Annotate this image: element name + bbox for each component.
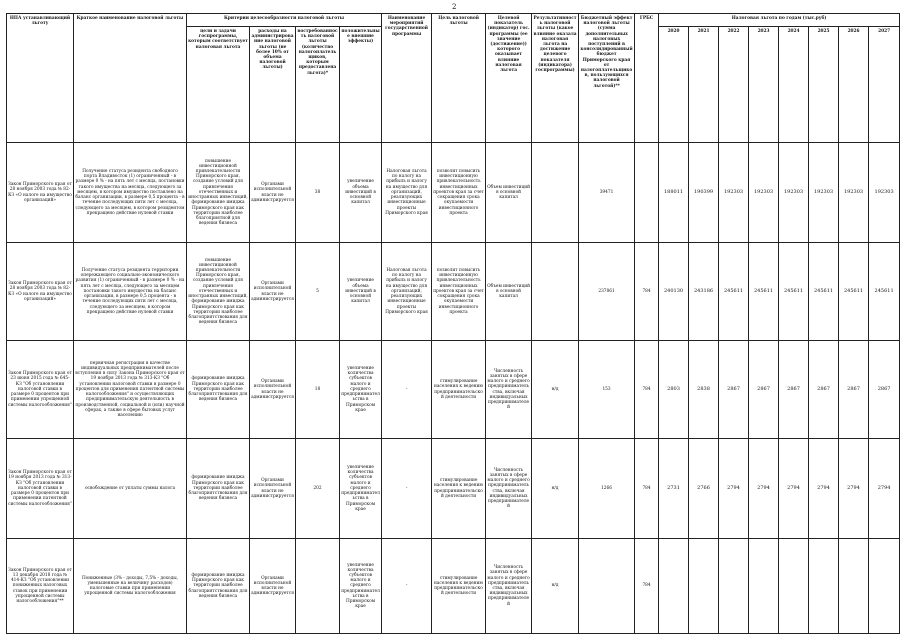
demand-cell: 18 [296,341,340,439]
year-value-cell [869,539,900,634]
year-value-cell: 245611 [749,243,779,341]
target-cell: Объем инвестиций в основной капитал [486,243,532,341]
goals-cell: повышение инвестиционной привлекательности Приморского края, создание условий для привлечения отечественных и иностранных инвестиций, формирование имиджа Приморского края как территории наиболее благоприятной для ведения бизнеса [187,143,250,243]
year-value-cell: 240130 [659,243,689,341]
header-expenses: расходы на администрирование налоговой льготы (не более 10% от объема налоговой льготы) [250,27,296,143]
year-value-cell: 192303 [779,143,809,243]
program-cell: - [382,439,432,539]
year-value-cell: 245611 [869,243,900,341]
year-value-cell: 2794 [809,439,839,539]
benefit-name-cell: Получение статуса резидента свободного порта Владивосток (1) ограниченный - в размере 0 % - на пять лет с месяца, постановки такого имущества на месяца, следующего за месяцем, в котором имущество поставлено на баланс организации, в размере 0,5 процента - в течение последующих пяти лет с месяца, следующего за месяцем, в котором резидентом прекращено действие нулевой ставки [74,143,187,243]
result-cell: н/д [532,341,579,439]
year-value-cell: 192303 [869,143,900,243]
header-grbs: ГРБС [635,14,659,143]
year-value-cell: 188011 [659,143,689,243]
year-value-cell: 192303 [719,143,749,243]
year-value-cell [809,539,839,634]
header-year: 2021 [689,27,719,143]
budget-cell: 237861 [579,243,635,341]
npa-cell: Закон Приморского края от 28 ноября 2003 года № 82-КЗ «О налоге на имущество организаций» [7,243,74,341]
year-value-cell: 192303 [839,143,869,243]
year-value-cell: 2867 [719,341,749,439]
goal-cell: позволит повысить инвестиционную привлекательность инвестиционных проектов края за счет сокращения срока окупаемости инвестиционного проекта [432,243,486,341]
expenses-cell: Органами исполнительной власти не администрируется [250,439,296,539]
year-value-cell: 2794 [719,439,749,539]
grbs-cell [635,143,659,243]
year-value-cell: 2766 [689,439,719,539]
header-program: Наименование мероприятий государственной программы [382,14,432,143]
header-year: 2024 [779,27,809,143]
program-cell: - [382,341,432,439]
year-value-cell: 192303 [749,143,779,243]
effects-cell: увеличение количества субъектов малого и среднего предпринимательства в Приморском крае [340,341,382,439]
year-value-cell [839,539,869,634]
header-npa: НПА устанавливающий льготу [7,14,74,143]
year-value-cell [689,539,719,634]
page-number: 2 [452,3,457,11]
year-value-cell: 2803 [659,341,689,439]
benefit-name-cell: освобождение от уплаты суммы налога [74,439,187,539]
program-cell: Налоговая льгота по налогу на прибыль и налогу на имущество для организаций, реализующих инвестиционные проекты Приморского края [382,143,432,243]
target-cell: Численность занятых в сфере малого и среднего предпринимательства, включая индивидуальных предпринимателей [486,341,532,439]
table-row [7,539,900,634]
year-value-cell [719,539,749,634]
target-cell: Численность занятых в сфере малого и среднего предпринимательства, включая индивидуальных предпринимателей [486,439,532,539]
target-cell: Численность занятых в сфере малого и среднего предпринимательства, включая индивидуальных предпринимателей [486,539,532,634]
year-value-cell: 190399 [689,143,719,243]
year-value-cell: 245611 [809,243,839,341]
header-goal: Цель налоговой льготы [432,14,486,143]
header-year: 2020 [659,27,689,143]
year-value-cell: 245611 [719,243,749,341]
year-value-cell: 2731 [659,439,689,539]
year-value-cell: 2867 [809,341,839,439]
goal-cell: позволит повысить инвестиционную привлекательность инвестиционных проектов края за счет сокращения срока окупаемости инвестиционного проекта [432,143,486,243]
year-value-cell [749,539,779,634]
year-value-cell: 2867 [839,341,869,439]
demand-cell [296,539,340,634]
npa-cell: Закон Приморского края от 23 июня 2015 года № 645-КЗ "Об установлении налоговой ставки в размере 0 процентов при применении упрощенной системы налогообложения" [7,341,74,439]
expenses-cell: Органами исполнительной власти не администрируется [250,243,296,341]
benefit-name-cell: Пониженные (3% - доходы, 7,5% - доходы, уменьшенные на величину расходов) налоговые ставки при применении упрощенной системы налогообложения [74,539,187,634]
npa-cell: Закон Приморского края от 19 ноября 2013 года № 313-КЗ "Об установлении налоговой ставки в размере 0 процентов при применении патентной системы налогообложения" [7,439,74,539]
grbs-cell: 784 [635,341,659,439]
budget-cell: 39471 [579,143,635,243]
year-value-cell: 245611 [779,243,809,341]
goal-cell: стимулирование населения к ведению предпринимательской деятельности [432,539,486,634]
year-value-cell: 2838 [689,341,719,439]
program-cell: - [382,539,432,634]
header-target: Целевой показатель (индикатор) гос. программы (ее значение (достижение)) которого оказывает влияние налоговая льгота [486,14,532,143]
target-cell: Объем инвестиций в основной капитал [486,143,532,243]
grbs-cell: 784 [635,439,659,539]
benefit-name-cell: Получение статуса резидента территории опережающего социально-экономического развития (1) ограниченный - в размере 0 % - на пять лет с месяца, следующего за месяцем постановки такого имущества на баланс организации, в размере 0,5 процента - в течение последующих пяти лет с месяца, следующего за месяцем, в котором прекращено действие нулевой ставки [74,243,187,341]
demand-cell: 38 [296,143,340,243]
goals-cell: повышение инвестиционной привлекательности Приморского края, создание условий для привлечения отечественных и иностранных инвестиций, формирование имиджа Приморского края как территории наиболее благоприятствования для ведения бизнеса [187,243,250,341]
header-short-name: Краткое наименование налоговой льготы [74,14,187,143]
year-value-cell: 245611 [839,243,869,341]
result-cell [532,243,579,341]
header-year: 2026 [839,27,869,143]
tax-benefits-table [6,13,900,634]
year-value-cell: 2794 [869,439,900,539]
benefit-name-cell: первичная регистрация в качестве индивидуальных предпринимателей после вступления в силу Закона Приморского края от 19 ноября 2013 года № 313-КЗ "Об установлении налоговой ставки в размере 0 процентов для применения патентной системы налогообложения" и осуществляющих предпринимательскую деятельность в производственной, социальной и (или) научной сферах, а также в сфере бытовых услуг населению [74,341,187,439]
table-row [7,439,900,539]
year-value-cell [779,539,809,634]
year-value-cell [659,539,689,634]
demand-cell: 202 [296,439,340,539]
year-value-cell: 2867 [749,341,779,439]
effects-cell: увеличение количества субъектов малого и среднего предпринимательства в Приморском крае [340,539,382,634]
header-result: Результативность налоговой льготы (какое влияние оказала налоговая льгота на достижение целевого показателя (индикатора) госпрограммы) [532,14,579,143]
header-demand: востребованность налоговой льготы (количество налогоплательщиков, которым предоставлена льгота)* [296,27,340,143]
effects-cell: увеличение объема инвестиций в основной капитал [340,243,382,341]
budget-cell: 153 [579,341,635,439]
year-value-cell: 2794 [839,439,869,539]
effects-cell: увеличение объема инвестиций в основной капитал [340,143,382,243]
table-row [7,341,900,439]
budget-cell [579,539,635,634]
header-goals: цели и задачи госпрограммы, которым соответствует налоговая льгота [187,27,250,143]
result-cell: н/д [532,439,579,539]
header-year: 2027 [869,27,900,143]
result-cell: н/д [532,539,579,634]
year-value-cell: 2794 [779,439,809,539]
year-value-cell: 2794 [749,439,779,539]
header-year: 2023 [749,27,779,143]
goals-cell: формирование имиджа Приморского края как территории наиболее благоприятствования для ведения бизнеса [187,439,250,539]
goals-cell: формирование имиджа Приморского края как территории наиболее благоприятствования для ведения бизнеса [187,539,250,634]
header-criteria-group: Критерии целесообразности налоговой льготы [187,14,382,27]
table-row [7,143,900,243]
year-value-cell: 2867 [869,341,900,439]
goal-cell: стимулирование населения к ведению предпринимательской деятельности [432,439,486,539]
expenses-cell: Органами исполнительной власти не администрируется [250,539,296,634]
goal-cell: стимулирование населения к ведению предпринимательской деятельности [432,341,486,439]
grbs-cell: 784 [635,539,659,634]
grbs-cell: 784 [635,243,659,341]
goals-cell: формирование имиджа Приморского края как территории наиболее благоприятствования для ведения бизнеса [187,341,250,439]
program-cell: Налоговая льгота по налогу на прибыль и налогу на имущество для организаций, реализующих инвестиционные проекты Приморского края [382,243,432,341]
expenses-cell: Органами исполнительной власти не администрируется [250,143,296,243]
demand-cell: 5 [296,243,340,341]
year-value-cell: 192303 [809,143,839,243]
expenses-cell: Органами исполнительной власти не администрируется [250,341,296,439]
header-years-group: Налоговая льгота по годам (тыс.руб) [659,14,900,27]
budget-cell: 1266 [579,439,635,539]
header-budget: Бюджетный эффект налоговой льготы (сумма дополнительных налоговых поступлений в консолидированный бюджет Приморского края от налогоплательщиков, пользующихся налоговой льготой)** [579,14,635,143]
npa-cell: Закон Приморского края от 28 ноября 2003 года № 82-КЗ «О налоге на имущество организаций» [7,143,74,243]
header-year: 2025 [809,27,839,143]
result-cell [532,143,579,243]
table-row [7,243,900,341]
npa-cell: Закон Приморского края от 13 декабря 2018 года № 414-КЗ "Об установлении пониженных налоговых ставок при применении упрощенной системы налогообложения"** [7,539,74,634]
year-value-cell: 2867 [779,341,809,439]
year-value-cell: 243186 [689,243,719,341]
header-year: 2022 [719,27,749,143]
header-effects: положительные внешние эффекты) [340,27,382,143]
effects-cell: увеличение количества субъектов малого и среднего предпринимательства в Приморском крае [340,439,382,539]
